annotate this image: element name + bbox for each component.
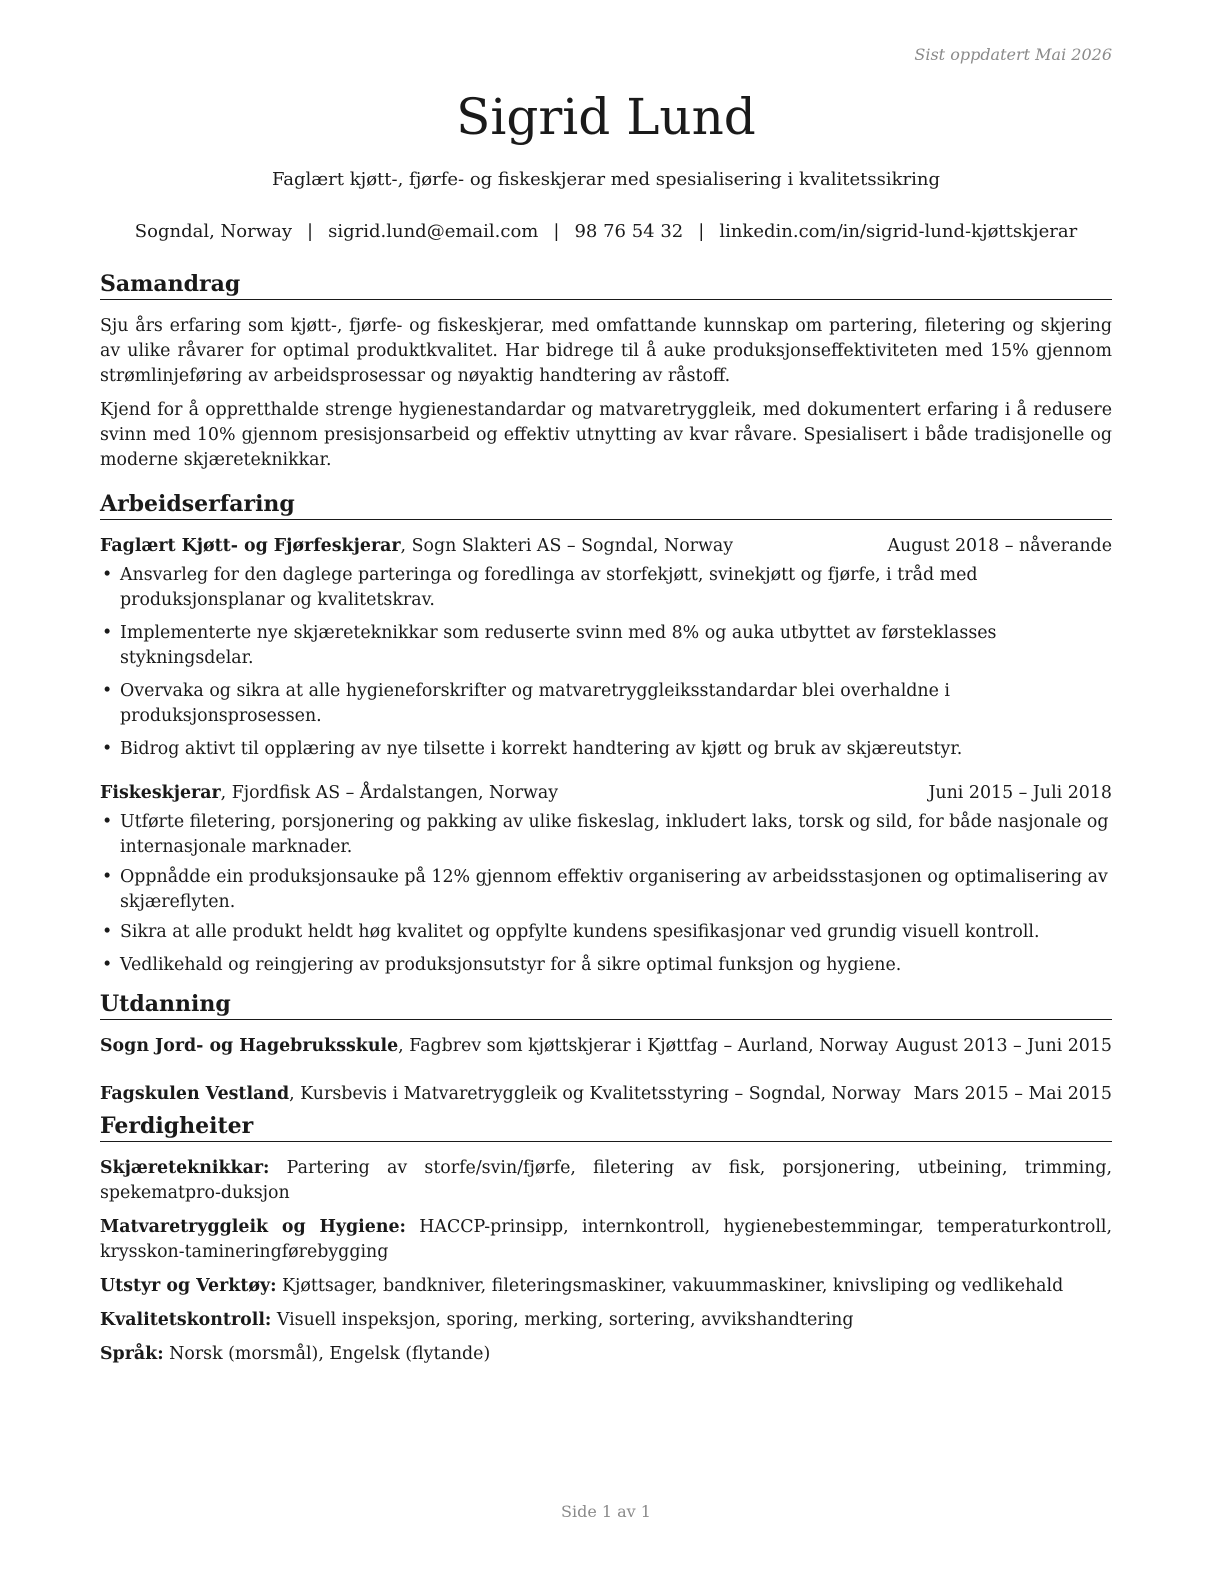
summary-paragraph: Sju års erfaring som kjøtt-, fjørfe- og fiskeskjerar, med omfattande kunnskap om partering, filetering og skjering av ulike råvarer for optimal produktkvalitet. Har bidrege til å auke produksjonseffektiviteten med 15% gjennom strømlinjeføring av arbeidsprosessar og nøyaktig handtering av råstoff. xyxy=(100,316,1112,386)
education-dates: August 2013 – Juni 2015 xyxy=(895,1036,1112,1056)
education-detail: , Kursbevis i Matvaretryggleik og Kvalitetsstyring – Sogndal, Norway xyxy=(289,1084,901,1104)
skill-row xyxy=(100,1308,1112,1333)
job-dates: Juni 2015 – Juli 2018 xyxy=(928,783,1112,803)
contact-email[interactable]: sigrid.lund@email.com xyxy=(328,221,539,242)
skill-label: Språk: xyxy=(100,1344,164,1364)
job-header xyxy=(100,781,1112,806)
education-school: Fagskulen Vestland xyxy=(100,1084,290,1104)
job-header xyxy=(100,534,1112,559)
job-org: , Fjordfisk AS – Årdalstangen, Norway xyxy=(220,783,559,803)
skill-label: Kvalitetskontroll: xyxy=(100,1310,272,1330)
job-bullet: • Sikra at alle produkt heldt høg kvalitet og oppfylte kundens spesifikasjonar ved grundig visuell kontroll. xyxy=(102,922,1040,942)
section-title-skills: Ferdigheiter xyxy=(100,1112,1112,1142)
skill-text: Norsk (morsmål), Engelsk (flytande) xyxy=(163,1344,491,1364)
job-bullets xyxy=(100,810,1112,978)
resume-body xyxy=(100,270,1112,1376)
contact-separator: | xyxy=(698,221,705,242)
job-entry xyxy=(100,781,1112,978)
section-title-summary: Samandrag xyxy=(100,270,1112,300)
job-bullet: • Bidrog aktivt til opplæring av nye tilsette i korrekt handtering av kjøtt og bruk av skjæreutstyr. xyxy=(102,739,963,759)
skill-label: Utstyr og Verktøy: xyxy=(100,1276,277,1296)
summary-paragraph: Kjend for å oppretthalde strenge hygienestandardar og matvaretryggleik, med dokumentert erfaring i å redusere svinn med 10% gjennom presisjonsarbeid og effektiv utnytting av kvar råvare. Spesialisert i både tradisjonelle og moderne skjæreteknikkar. xyxy=(100,400,1112,470)
skill-text: Partering av storfe/svin/fjørfe, filetering av fisk, porsjonering, utbeining, trimming, spekematpro-duksjon xyxy=(100,1158,1112,1203)
contact-phone: 98 76 54 32 xyxy=(574,221,684,242)
contact-line xyxy=(100,220,1112,244)
skills-section xyxy=(100,1112,1112,1367)
education-detail: , Fagbrev som kjøttskjerar i Kjøttfag – Aurland, Norway xyxy=(398,1036,889,1056)
job-bullet: • Vedlikehald og reingjering av produksjonsutstyr for å sikre optimal funksjon og hygiene. xyxy=(102,955,902,975)
job-role: Faglært Kjøtt- og Fjørfeskjerar xyxy=(100,536,401,556)
job-bullet: • Oppnådde ein produksjonsauke på 12% gjennom effektiv organisering av arbeidsstasjonen og optimalisering av skjæreflyten. xyxy=(102,867,1108,912)
skill-label: Skjæreteknikkar: xyxy=(100,1158,270,1178)
skill-row xyxy=(100,1342,1112,1367)
contact-linkedin[interactable]: linkedin.com/in/sigrid-lund-kjøttskjerar xyxy=(719,221,1078,242)
section-title-experience: Arbeidserfaring xyxy=(100,490,1112,520)
job-bullet: • Overvaka og sikra at alle hygieneforskrifter og matvaretryggleiksstandardar blei overhaldne i produksjonsprosessen. xyxy=(102,681,950,726)
page-number: Side 1 av 1 xyxy=(561,1502,651,1521)
person-name: Sigrid Lund xyxy=(456,88,756,146)
job-org: , Sogn Slakteri AS – Sogndal, Norway xyxy=(400,536,734,556)
education-school: Sogn Jord- og Hagebruksskule xyxy=(100,1036,399,1056)
education-entry xyxy=(100,1082,1112,1107)
skill-row xyxy=(100,1215,1112,1265)
headline: Faglært kjøtt-, fjørfe- og fiskeskjerar med spesialisering i kvalitetssikring xyxy=(271,169,941,190)
skill-text: Visuell inspeksjon, sporing, merking, sortering, avvikshandtering xyxy=(271,1310,854,1330)
education-entry xyxy=(100,1034,1112,1059)
job-bullet: • Utførte filetering, porsjonering og pakking av ulike fiskeslag, inkludert laks, torsk og sild, for både nasjonale og internasjonale marknader. xyxy=(102,812,1109,857)
job-role: Fiskeskjerar xyxy=(100,783,221,803)
contact-location: Sogndal, Norway xyxy=(134,221,293,242)
last-updated: Sist oppdatert Mai 2026 xyxy=(914,45,1112,64)
resume-page xyxy=(100,0,1112,1584)
summary-section xyxy=(100,270,1112,473)
job-bullet: • Ansvarleg for den daglege parteringa og foredlinga av storfekjøtt, svinekjøtt og fjørfe, i tråd med produksjonsplanar og kvalitetskrav. xyxy=(102,565,978,610)
skill-row xyxy=(100,1274,1112,1299)
section-title-education: Utdanning xyxy=(100,990,1112,1020)
skill-text: Kjøttsager, bandkniver, fileteringsmaskiner, vakuummaskiner, knivsliping og vedlikehald xyxy=(276,1276,1064,1296)
skill-text: HACCP-prinsipp, internkontroll, hygienebestemmingar, temperaturkontroll, krysskon-tamineringførebygging xyxy=(100,1217,1112,1262)
education-section xyxy=(100,990,1112,1107)
job-bullets xyxy=(100,563,1112,762)
skill-row xyxy=(100,1156,1112,1206)
contact-separator: | xyxy=(307,221,314,242)
skill-label: Matvaretryggleik og Hygiene: xyxy=(100,1217,406,1237)
job-dates: August 2018 – nåverande xyxy=(887,536,1112,556)
experience-section xyxy=(100,490,1112,978)
education-dates: Mars 2015 – Mai 2015 xyxy=(913,1084,1112,1104)
contact-separator: | xyxy=(553,221,560,242)
job-bullet: • Implementerte nye skjæreteknikkar som reduserte svinn med 8% og auka utbyttet av førsteklasses stykningsdelar. xyxy=(102,623,997,668)
job-entry xyxy=(100,534,1112,762)
